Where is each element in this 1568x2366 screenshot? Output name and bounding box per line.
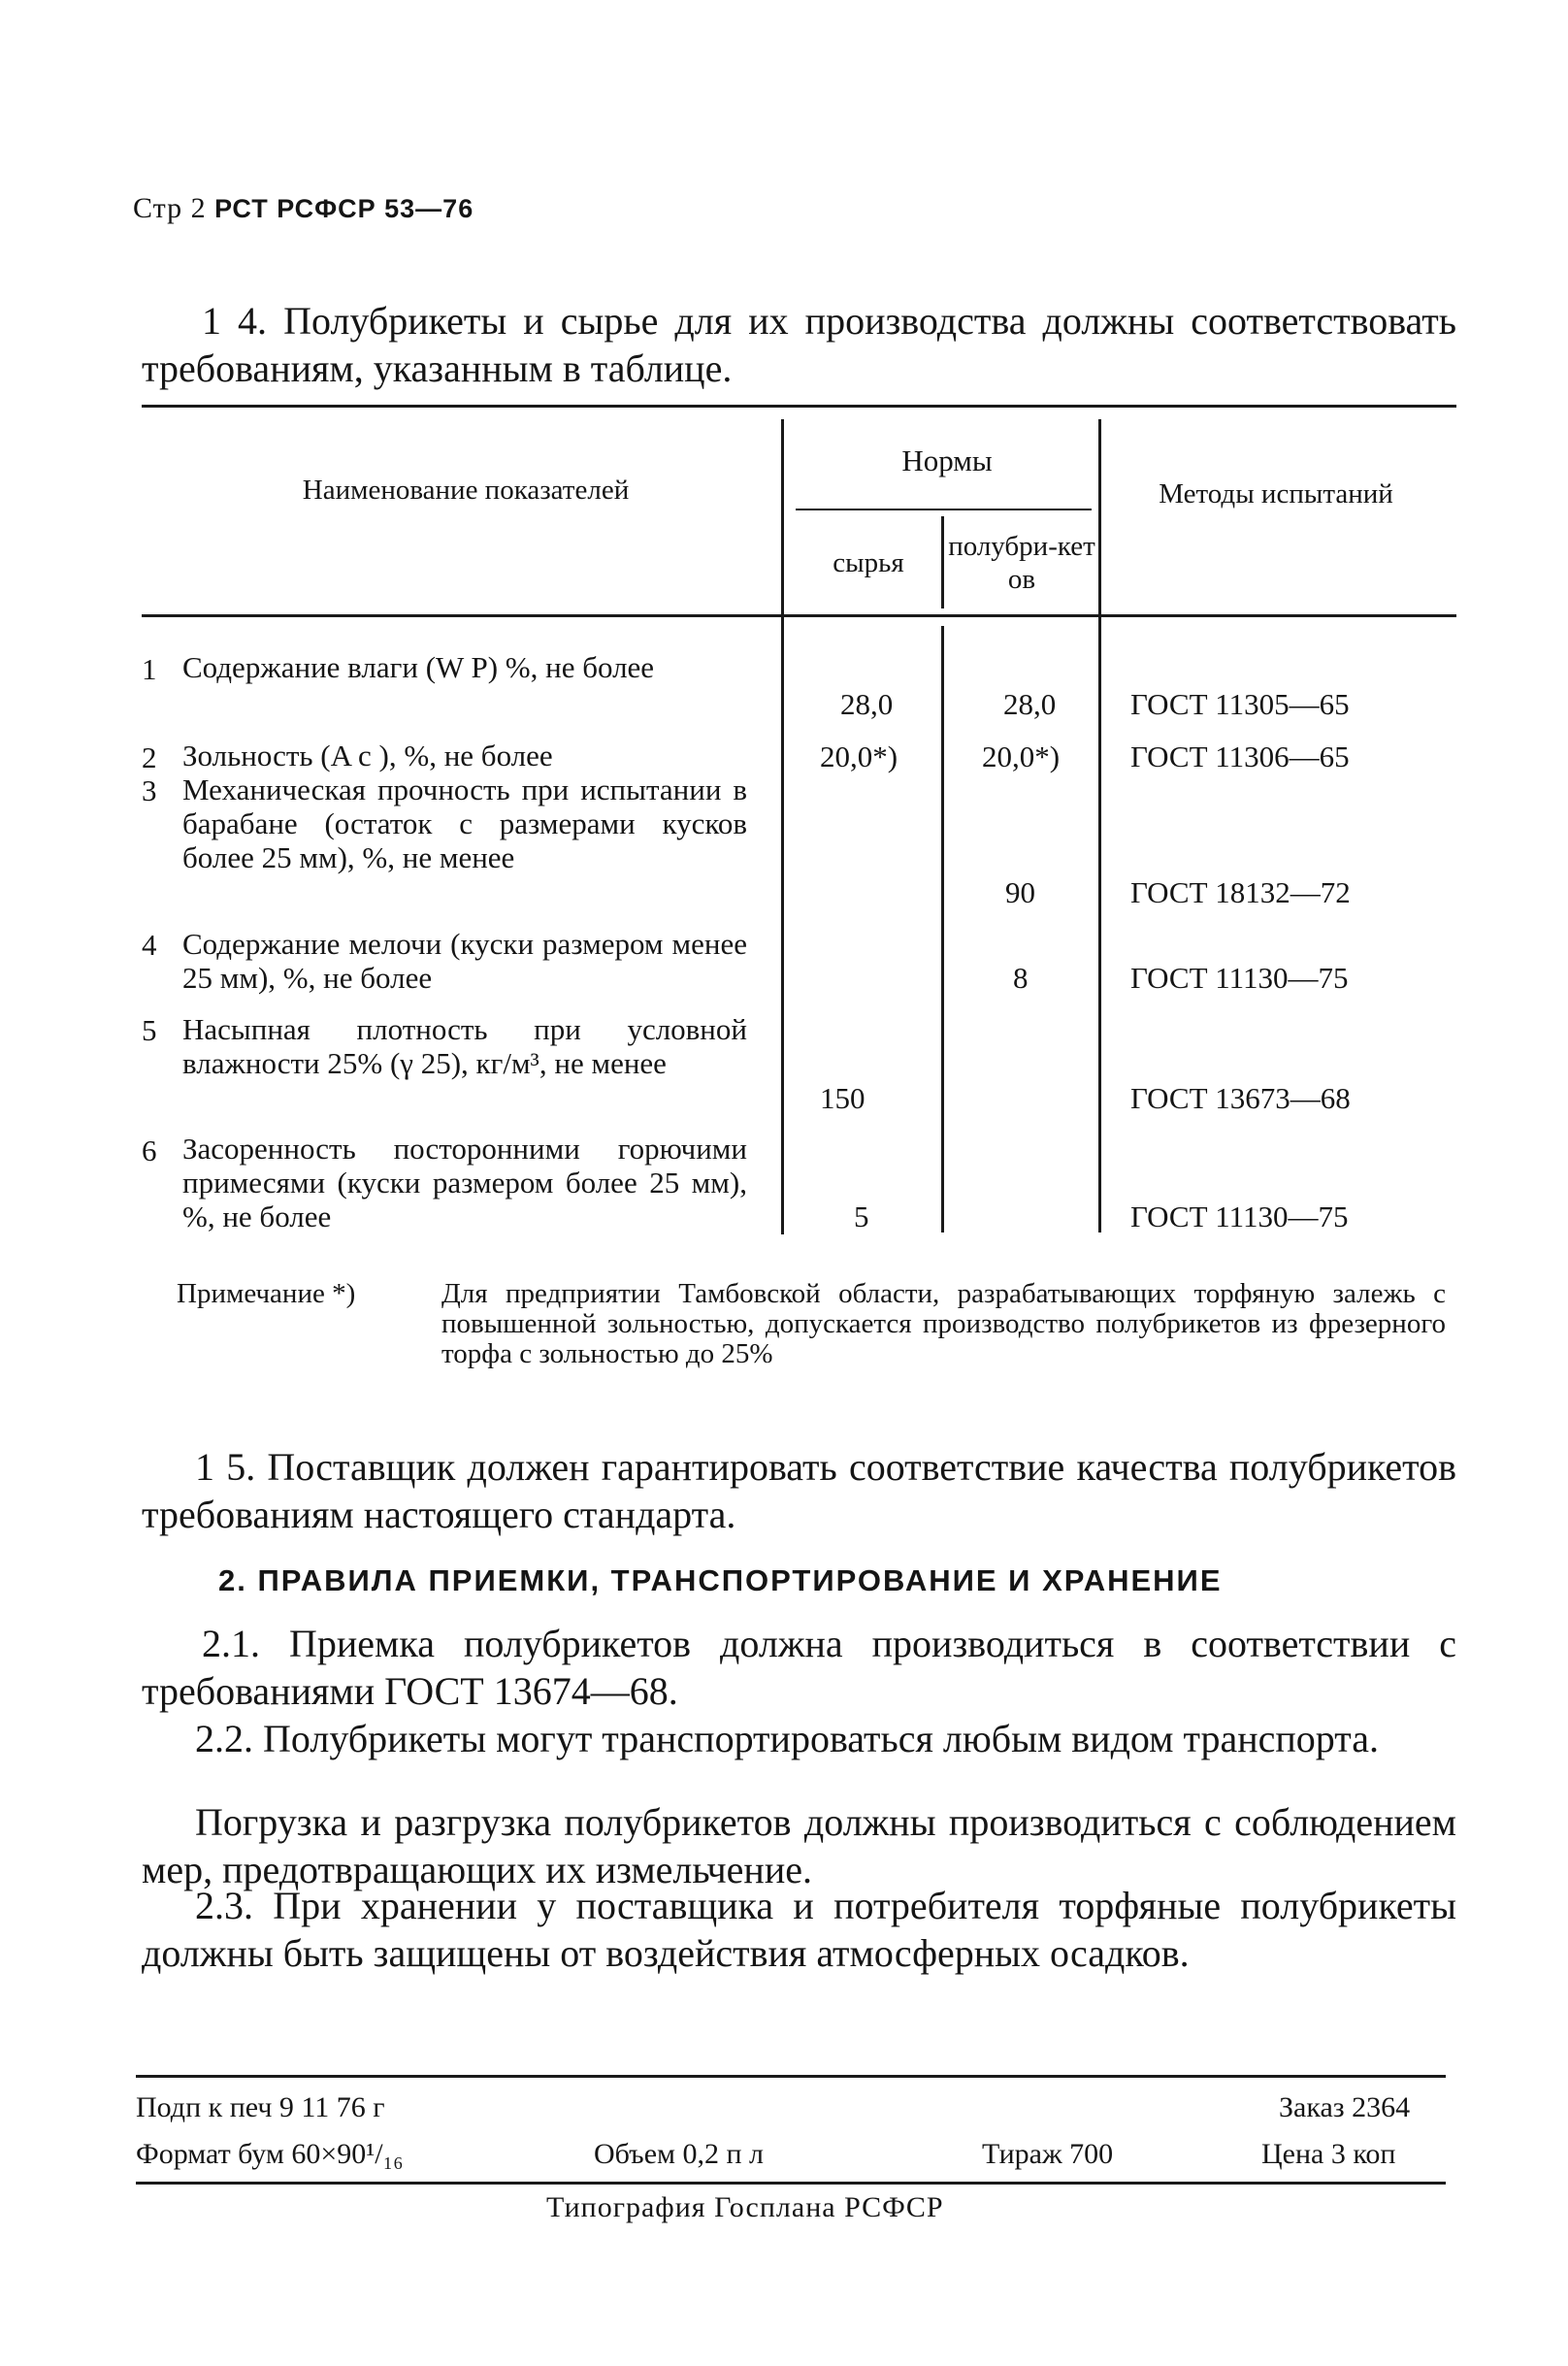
row-6-name: Засоренность посторонними горючими примесями (куски размером более 25 мм), %, не более [182,1132,747,1233]
row-6-method: ГОСТ 11130—75 [1130,1199,1349,1233]
row-5-raw: 150 [820,1081,866,1115]
imprint-printer: Типография Госплана РСФСР [546,2191,944,2223]
header-semi-briquettes: полубри-кетов [948,531,1095,595]
note-label: Примечание *) [177,1278,356,1309]
row-1-semi: 28,0 [1003,687,1057,721]
header-indicator-name: Наименование показателей [302,475,630,506]
row-1-raw: 28,0 [840,687,894,721]
row-1-number: 1 [142,652,157,686]
row-4-number: 4 [142,928,157,962]
header-test-methods: Методы испытаний [1159,478,1393,509]
table-top-rule [142,405,1456,408]
note-text: Для предприятии Тамбовской области, разрабатывающих торфяную залежь с повышенной зольностью, допускается производство полубрикетов из фрезерного торфа с зольностью до 25% [441,1278,1446,1369]
table-col-divider-3 [1098,419,1101,1232]
row-5-method: ГОСТ 13673—68 [1130,1081,1351,1115]
table-col-divider-2 [941,626,944,1232]
row-3-semi: 90 [1005,875,1035,909]
row-4-semi: 8 [1013,961,1029,995]
row-6-number: 6 [142,1134,157,1167]
imprint-price: Цена 3 коп [1261,2138,1396,2170]
row-2-name: Зольность (A c ), %, не более [182,739,553,772]
row-1-method: ГОСТ 11305—65 [1130,687,1350,721]
row-3-name: Механическая прочность при испытании в барабане (остаток с размерами кусков более 25 мм), %, не менее [182,772,747,874]
imprint-top-rule [136,2075,1446,2078]
paragraph-2-1: 2.1. Приемка полубрикетов должна производиться в соответствии с требованиями ГОСТ 13674—68. [142,1622,1456,1713]
imprint-signed: Подп к печ 9 11 76 г [136,2091,385,2123]
row-6-raw: 5 [854,1199,869,1233]
paragraph-2-2: 2.2. Полубрикеты могут транспортироваться любым видом транспорта. [195,1717,1379,1760]
imprint-order: Заказ 2364 [1279,2091,1411,2123]
row-4-method: ГОСТ 11130—75 [1130,961,1349,995]
paragraph-1-4: 1 4. Полубрикеты и сырье для их производства должны соответствовать требованиям, указанным в таблице. [142,299,1456,390]
imprint-volume: Объем 0,2 п л [594,2138,765,2170]
imprint-format: Формат бум 60×90¹/₁₆ [136,2138,404,2170]
row-2-method: ГОСТ 11306—65 [1130,739,1350,773]
table-col-divider-2-header [941,516,944,608]
page-header [133,192,474,225]
paragraph-2-3: 2.3. При хранении у поставщика и потребителя торфяные полубрикеты должны быть защищены от воздействия атмосферных осадков. [142,1884,1456,1975]
imprint-run: Тираж 700 [982,2138,1114,2170]
row-2-semi: 20,0*) [982,739,1061,773]
table-col-divider-1 [781,419,784,1234]
imprint-bottom-rule [136,2182,1446,2185]
table-header-rule [142,614,1456,617]
row-1-name: Содержание влаги (W P) %, не более [182,650,655,684]
page-number: Стр 2 [133,192,207,224]
row-5-name: Насыпная плотность при условной влажности 25% (γ 25), кг/м³, не менее [182,1012,747,1080]
header-norms: Нормы [901,444,993,477]
norms-sub-rule [796,509,1092,510]
header-raw: сырья [833,547,904,578]
row-2-number: 2 [142,740,157,774]
row-2-raw: 20,0*) [820,739,898,773]
section-2-title: 2. ПРАВИЛА ПРИЕМКИ, ТРАНСПОРТИРОВАНИЕ И ХРАНЕНИЕ [218,1563,1223,1597]
row-5-number: 5 [142,1013,157,1047]
row-3-number: 3 [142,773,157,807]
row-3-method: ГОСТ 18132—72 [1130,875,1351,909]
paragraph-2-2-loading: Погрузка и разгрузка полубрикетов должны производиться с соблюдением мер, предотвращающих их измельчение. [142,1800,1456,1891]
row-4-name: Содержание мелочи (куски размером менее 25 мм), %, не более [182,927,747,995]
standard-code: РСТ РСФСР 53—76 [214,194,474,223]
paragraph-1-5: 1 5. Поставщик должен гарантировать соответствие качества полубрикетов требованиям настоящего стандарта. [142,1445,1456,1536]
